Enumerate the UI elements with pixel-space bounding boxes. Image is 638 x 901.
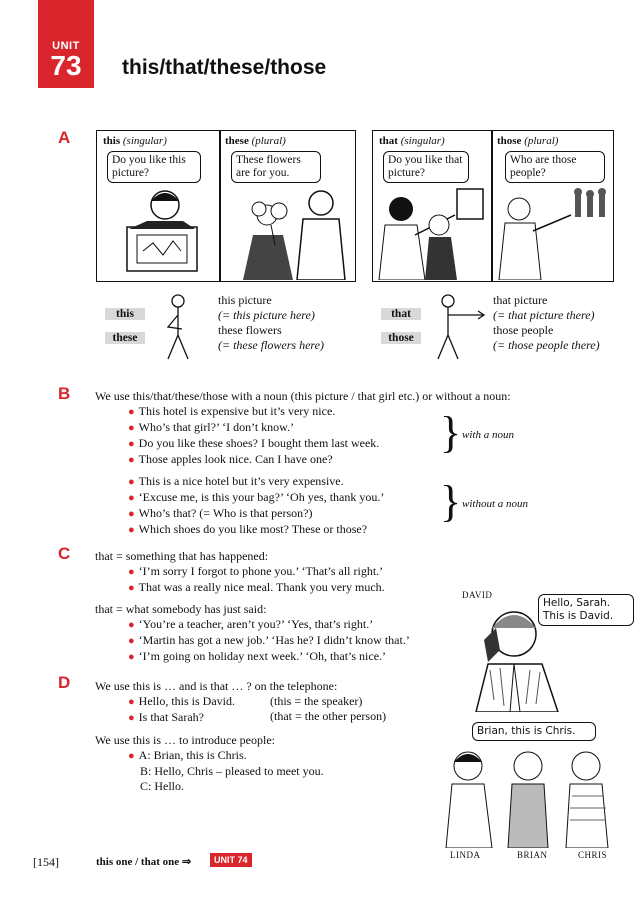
b-without-item: Which shoes do you like most? These or those? [138,522,368,536]
b-without-item: This is a nice hotel but it’s very expensive. [138,474,344,488]
three-people-illustration [436,744,616,848]
unit-74-link[interactable]: UNIT 74 [210,853,252,867]
people-looking-at-picture-illustration [375,185,489,280]
unit-badge [38,0,94,88]
b-with-item: Do you like these shoes? I bought them last week. [138,436,380,450]
b-with-item: Those apples look nice. Can I have one? [138,452,333,466]
name-chris: CHRIS [578,850,608,860]
d-item: Hello, this is David. [138,694,235,708]
stick-left-l4: (= these flowers here) [218,338,324,352]
d-list-1: ● Hello, this is David. ● Is that Sarah? [128,694,235,724]
b-without-label: without a noun [462,498,529,510]
b-with-item: Who’s that girl?’ ‘I don’t know.’ [138,420,295,434]
panel-those-caption: those (plural) [497,135,559,147]
introduction-bubble: Brian, this is Chris. [472,722,596,741]
b-with-label: with a noun [462,429,514,441]
stick-right-l2: (= that picture there) [493,308,595,322]
panel-these-bubble: These flowers are for you. [231,151,321,183]
d-line: B: Hello, Chris – pleased to meet you. [140,764,324,778]
panel-these-caption: these (plural) [225,135,286,147]
section-b-label: B [58,384,71,403]
panel-group-this-these [96,130,356,282]
label-these: these [105,332,145,344]
c-item: ‘I’m sorry I forgot to phone you.’ ‘That’s all right.’ [138,564,384,578]
stick-figure-near-icon [160,293,200,363]
panel-this-caption: this (singular) [103,135,167,147]
stick-left-l2: (= this picture here) [218,308,315,322]
section-d-label: D [58,673,71,692]
d-line: A: Brian, this is Chris. [138,748,247,762]
name-linda: LINDA [450,850,481,860]
c-h2: that = what somebody has just said: [95,602,267,616]
panel-that-bubble: Do you like that picture? [383,151,469,183]
b-with-list: ● This hotel is expensive but it’s very nice. ● Who’s that girl?’ ‘I don’t know.’ ● Do you like these shoes? I bought them last week. ● Those apples look nice. Can I have one? [128,404,380,466]
b-with-item: This hotel is expensive but it’s very nice. [138,404,336,418]
stick-left-l3: these flowers [218,323,282,337]
stick-right-l3: those people [493,323,554,337]
b-without-list: ● This is a nice hotel but it’s very expensive. ● ‘Excuse me, is this your bag?’ ‘Oh yes, thank you.’ ● Who’s that? (= Who is that person?) ● Which shoes do you like most? These or those? [128,474,385,536]
stick-right-text [493,293,600,353]
panel-that-caption: that (singular) [379,135,445,147]
c-item: That was a really nice meal. Thank you very much. [138,580,385,594]
person-pointing-at-people-illustration [493,185,611,280]
label-that: that [381,308,421,320]
unit-label: UNIT [52,40,80,52]
label-this: this [105,308,145,320]
c-list-2: ● ‘You’re a teacher, aren’t you?’ ‘Yes, that’s right.’ ● ‘Martin has got a new job.’ ‘Has he? I didn’t know that.’ ● ‘I’m going on holiday next week.’ ‘Oh, that’s nice.’ [128,617,410,663]
c-item: ‘Martin has got a new job.’ ‘Has he? I didn’t know that.’ [138,633,410,647]
panel-this-bubble: Do you like this picture? [107,151,201,183]
unit-number: 73 [50,50,82,81]
d-dialogue: ● A: Brian, this is Chris. B: Hello, Chris – pleased to meet you. C: Hello. [128,748,324,793]
d-explain-1: (this = the speaker) [270,694,363,708]
d-explain-2: (that = the other person) [270,709,387,723]
panel-those-bubble: Who are those people? [505,151,605,183]
stick-figure-pointing-icon [434,293,490,363]
c-list-1: ● ‘I’m sorry I forgot to phone you.’ ‘That’s all right.’ ● That was a really nice meal. Thank you very much. [128,564,385,594]
section-c-label: C [58,544,71,563]
page-title: this/that/these/those [122,56,327,79]
stick-left-l1: this picture [218,293,272,307]
brace-icon: } [440,477,462,526]
person-giving-flowers-illustration [223,185,353,280]
d-item: Is that Sarah? [138,710,204,724]
man-on-telephone-illustration [470,600,570,712]
david-bubble: Hello, Sarah. This is David. [538,594,634,626]
stick-right-l1: that picture [493,293,548,307]
name-brian: BRIAN [517,850,548,860]
c-item: ‘You’re a teacher, aren’t you?’ ‘Yes, that’s right.’ [138,617,374,631]
panel-group-that-those [372,130,614,282]
b-without-item: ‘Excuse me, is this your bag?’ ‘Oh yes, thank you.’ [138,490,385,504]
d-h1: We use this is … and is that … ? on the telephone: [95,679,338,693]
c-item: ‘I’m going on holiday next week.’ ‘Oh, that’s nice.’ [138,649,387,663]
stick-left-text [218,293,324,353]
stick-right-l4: (= those people there) [493,338,600,352]
section-a-label: A [58,128,71,147]
footer-reference: this one / that one ⇒ [96,856,192,868]
brace-icon: } [440,408,462,457]
c-h1: that = something that has happened: [95,549,269,563]
david-label: DAVID [462,590,493,600]
b-intro: We use this/that/these/those with a noun (this picture / that girl etc.) or without a noun: [95,389,511,403]
b-without-item: Who’s that? (= Who is that person?) [138,506,313,520]
d-line: C: Hello. [140,779,184,793]
d-h2: We use this is … to introduce people: [95,733,275,747]
page-number: [154] [33,855,59,869]
person-holding-picture-illustration [107,185,217,280]
label-those: those [381,332,421,344]
